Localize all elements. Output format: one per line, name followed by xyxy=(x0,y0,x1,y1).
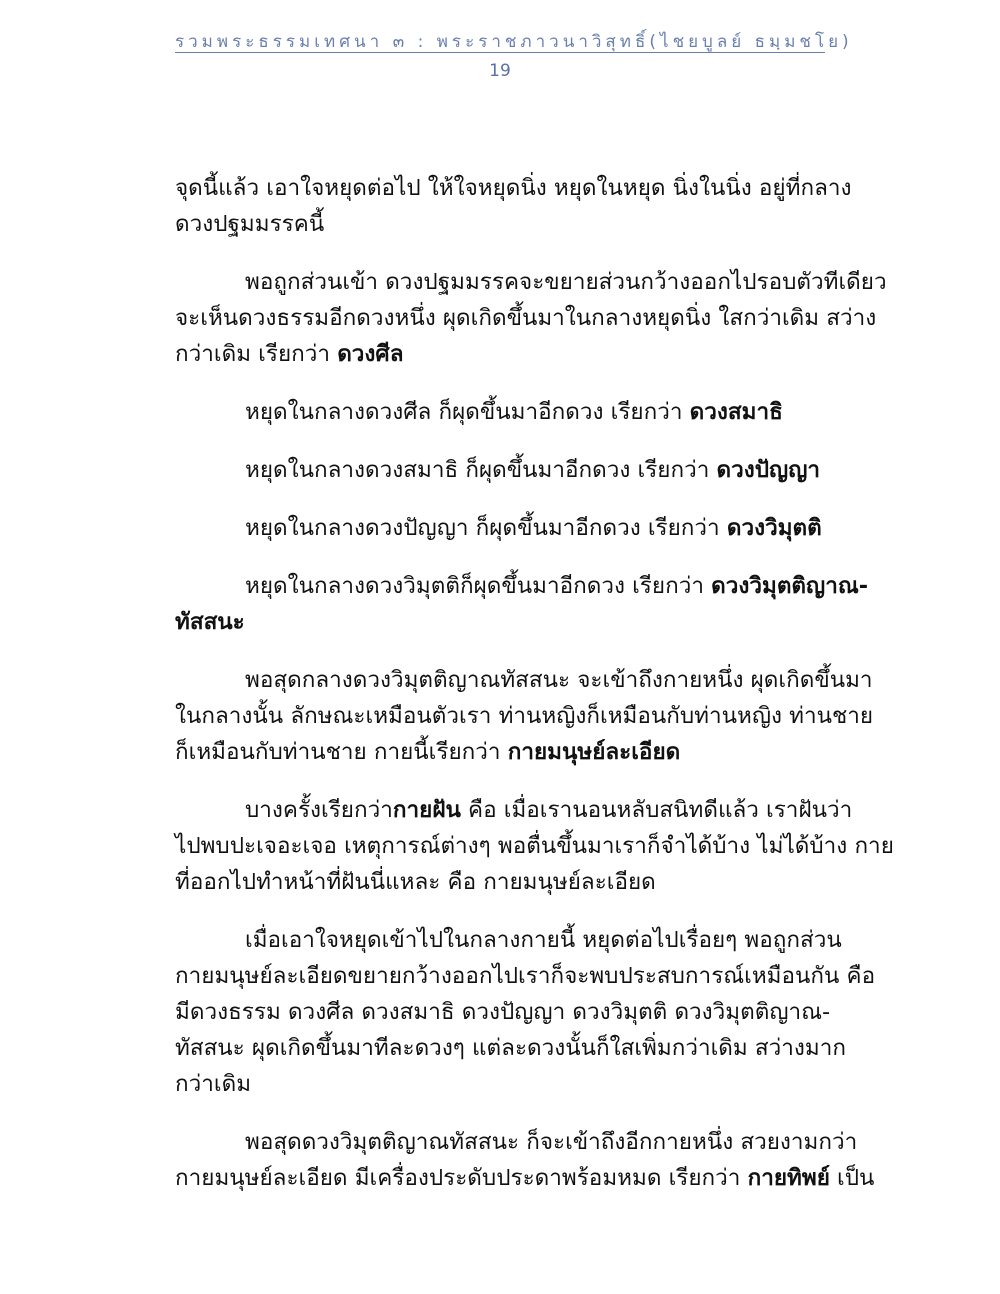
line-text: หยุดในกลางดวงสมาธิ ก็ผุดขึ้นมาอีกดวง เรียกว่า xyxy=(245,457,717,483)
text-line xyxy=(175,336,825,372)
paragraph-3 xyxy=(175,394,825,430)
text-line xyxy=(175,792,853,828)
text-line: กายมนุษย์ละเอียดขยายกว้างออกไปเราก็จะพบประสบการณ์เหมือนกัน คือ xyxy=(175,963,876,989)
text-line: มีดวงธรรม ดวงศีล ดวงสมาธิ ดวงปัญญา ดวงวิมุตติ ดวงวิมุตติญาณ- xyxy=(175,999,831,1025)
paragraph-4 xyxy=(175,452,825,488)
line-text: บางครั้งเรียกว่า xyxy=(245,797,393,823)
text-line xyxy=(175,1160,875,1196)
paragraph-1 xyxy=(175,170,852,242)
text-line xyxy=(175,452,825,488)
text-line: ในกลางนั้น ลักษณะเหมือนตัวเรา ท่านหญิงก็เหมือนกับท่านหญิง ท่านชาย xyxy=(175,703,874,729)
body-text xyxy=(175,170,894,1196)
text-line: พอถูกส่วนเข้า ดวงปฐมมรรคจะขยายส่วนกว้างออกไปรอบตัวทีเดียว xyxy=(245,269,887,295)
text-line xyxy=(175,734,825,770)
paragraph-10 xyxy=(175,1124,875,1196)
line-text: กายมนุษย์ละเอียด มีเครื่องประดับประดาพร้อมหมด เรียกว่า xyxy=(175,1165,748,1191)
term-bold: ดวงวิมุตติญาณ- xyxy=(711,573,869,599)
term-bold: ดวงปัญญา xyxy=(716,457,821,483)
running-header: รวมพระธรรมเทศนา ๓ : พระราชภาวนาวิสุทธิ์(ไชยบูลย์ ธมฺมชโย) xyxy=(175,32,853,52)
text-line: จุดนี้แล้ว เอาใจหยุดต่อไป ให้ใจหยุดนิ่ง หยุดในหยุด นิ่งในนิ่ง อยู่ที่กลาง xyxy=(175,175,852,201)
line-text: หยุดในกลางดวงศีล ก็ผุดขึ้นมาอีกดวง เรียกว่า xyxy=(245,399,690,425)
paragraph-2 xyxy=(175,264,887,372)
line-text: คือ เมื่อเรานอนหลับสนิทดีแล้ว เราฝันว่า xyxy=(460,797,853,823)
term-bold: ดวงวิมุตติ xyxy=(726,515,822,541)
text-line xyxy=(175,394,825,430)
text-line: ทัสสนะ ผุดเกิดขึ้นมาทีละดวงๆ แต่ละดวงนั้นก็ใสเพิ่มกว่าเดิม สว่างมาก xyxy=(175,1035,846,1061)
term-bold: ดวงศีล xyxy=(337,341,404,367)
paragraph-7 xyxy=(175,662,874,770)
term-bold: ทัสสนะ xyxy=(175,609,245,635)
line-text: หยุดในกลางดวงปัญญา ก็ผุดขึ้นมาอีกดวง เรียกว่า xyxy=(245,515,727,541)
page-number: 19 xyxy=(489,61,511,81)
text-line xyxy=(175,604,825,640)
text-line: พอสุดกลางดวงวิมุตติญาณทัสสนะ จะเข้าถึงกายหนึ่ง ผุดเกิดขึ้นมา xyxy=(245,667,873,693)
paragraph-6 xyxy=(175,568,869,640)
text-line: จะเห็นดวงธรรมอีกดวงหนึ่ง ผุดเกิดขึ้นมาในกลางหยุดนิ่ง ใสกว่าเดิม สว่าง xyxy=(175,305,877,331)
paragraph-9 xyxy=(175,922,876,1102)
term-bold: กายทิพย์ xyxy=(747,1165,830,1191)
line-text: กว่าเดิม เรียกว่า xyxy=(175,341,338,367)
text-line: เมื่อเอาใจหยุดเข้าไปในกลางกายนี้ หยุดต่อไปเรื่อยๆ พอถูกส่วน xyxy=(245,927,842,953)
text-line: ไปพบปะเจอะเจอ เหตุการณ์ต่างๆ พอตื่นขึ้นมาเราก็จำได้บ้าง ไม่ได้บ้าง กาย xyxy=(175,833,894,859)
text-line: ที่ออกไปทำหน้าที่ฝันนี่แหละ คือ กายมนุษย์ละเอียด xyxy=(175,869,656,895)
line-text: หยุดในกลางดวงวิมุตติก็ผุดขึ้นมาอีกดวง เรียกว่า xyxy=(245,573,712,599)
term-bold: กายฝัน xyxy=(392,797,461,823)
text-line: ดวงปฐมมรรคนี้ xyxy=(175,211,325,237)
line-text: เป็น xyxy=(829,1165,875,1191)
text-line: กว่าเดิม xyxy=(175,1071,252,1097)
header-rule xyxy=(175,52,825,53)
text-line xyxy=(175,510,825,546)
paragraph-5 xyxy=(175,510,825,546)
term-bold: ดวงสมาธิ xyxy=(689,399,783,425)
text-line xyxy=(175,568,869,604)
line-text: ก็เหมือนกับท่านชาย กายนี้เรียกว่า xyxy=(175,739,508,765)
term-bold: กายมนุษย์ละเอียด xyxy=(507,739,681,765)
paragraph-8 xyxy=(175,792,894,900)
text-line: พอสุดดวงวิมุตติญาณทัสสนะ ก็จะเข้าถึงอีกกายหนึ่ง สวยงามกว่า xyxy=(245,1129,858,1155)
